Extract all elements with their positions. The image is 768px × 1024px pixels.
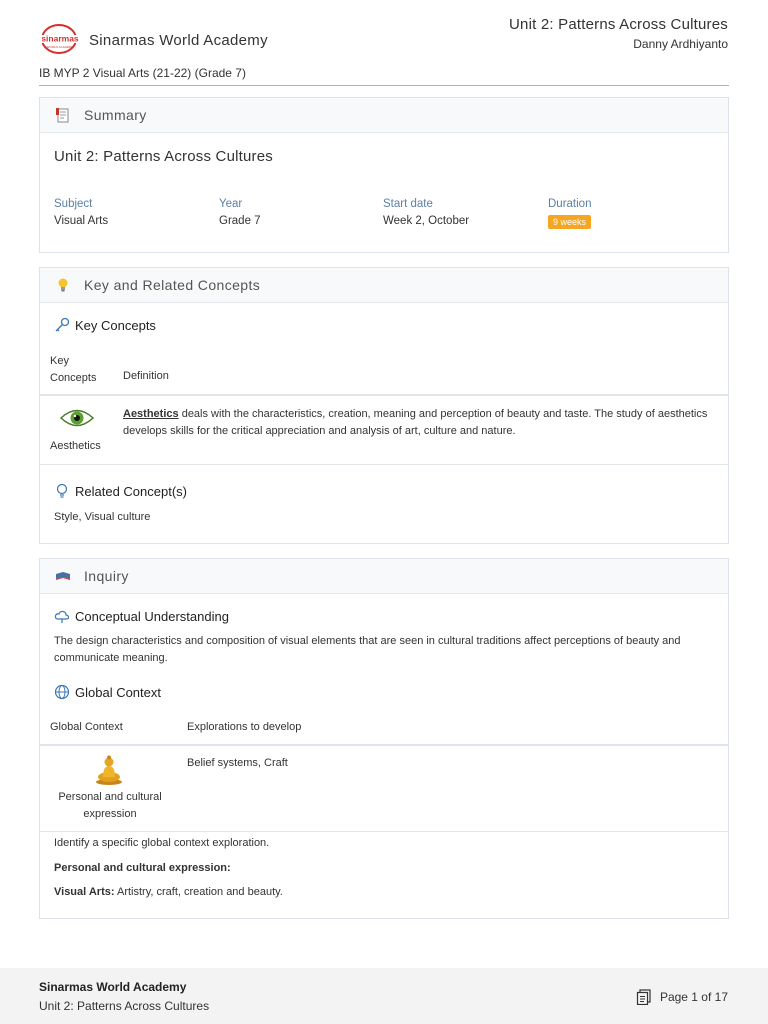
start-date-label: Start date — [383, 198, 433, 210]
table-header-divider — [40, 394, 728, 396]
book-icon — [54, 567, 72, 585]
gc-table-header-divider — [40, 744, 728, 746]
gc-row-divider — [40, 831, 728, 832]
summary-card — [39, 97, 729, 253]
header-divider — [39, 85, 729, 86]
definition-text: deals with the characteristics, creation, meaning and perception of beauty and taste. The study of aesthetics develops skills for the critical appreciation and analysis of art, culture and nature. — [123, 408, 708, 437]
key-concept-name: Aesthetics — [50, 440, 101, 452]
summary-card-header — [40, 98, 728, 133]
globe-icon — [54, 684, 70, 700]
subject-value: Visual Arts — [54, 215, 109, 227]
row-divider — [40, 464, 728, 465]
global-context-label: Global Context — [75, 684, 161, 700]
summary-heading: Summary — [84, 107, 147, 123]
summary-unit-title: Unit 2: Patterns Across Cultures — [54, 148, 273, 165]
document-icon — [54, 106, 72, 124]
related-concepts-value: Style, Visual culture — [54, 511, 151, 523]
conceptual-understanding-label: Conceptual Understanding — [75, 608, 229, 624]
page-footer — [0, 968, 768, 1024]
global-context-column-header: Global Context — [50, 721, 123, 733]
page-number: Page 1 of 17 — [659, 990, 728, 1004]
concepts-card — [39, 267, 729, 544]
meditating-figure-icon — [95, 755, 123, 790]
key-concept-definition — [123, 406, 713, 440]
duration-badge: 9 weeks — [548, 215, 591, 229]
year-label: Year — [219, 198, 243, 210]
definition-term: Aesthetics — [123, 408, 179, 420]
start-date-value: Week 2, October — [383, 215, 470, 227]
page-header — [0, 0, 768, 90]
course-name: IB MYP 2 Visual Arts (21-22) (Grade 7) — [39, 66, 246, 80]
pages-icon — [636, 989, 652, 1005]
pce-label: Personal and cultural expression: — [54, 862, 231, 874]
inquiry-card — [39, 558, 729, 919]
inquiry-card-header — [40, 559, 728, 594]
related-concepts-subheading — [54, 483, 187, 499]
duration-field — [548, 198, 591, 229]
lightbulb-outline-icon — [54, 483, 70, 499]
concepts-heading: Key and Related Concepts — [84, 277, 261, 293]
lightbulb-icon — [54, 276, 72, 294]
explorations-value: Belief systems, Craft — [187, 757, 288, 769]
definition-column-header: Definition — [123, 370, 169, 382]
page-indicator — [636, 989, 728, 1005]
year-field — [219, 198, 261, 227]
author-name: Danny Ardhiyanto — [633, 37, 728, 51]
key-concepts-subheading — [54, 317, 156, 333]
start-date-field — [383, 198, 469, 227]
cloud-idea-icon — [54, 608, 70, 624]
footer-school-name: Sinarmas World Academy — [39, 980, 187, 994]
key-concepts-column-header: Key Concepts — [50, 355, 97, 384]
duration-label: Duration — [548, 198, 592, 210]
conceptual-understanding-subheading — [54, 608, 229, 624]
identify-instruction: Identify a specific global context exploration. — [54, 837, 270, 849]
visual-arts-line — [54, 886, 283, 898]
year-value: Grade 7 — [219, 215, 261, 227]
unit-title: Unit 2: Patterns Across Cultures — [509, 16, 728, 33]
subject-label: Subject — [54, 198, 93, 210]
svg-text:sinarmas: sinarmas — [41, 33, 79, 44]
explorations-column-header: Explorations to develop — [187, 721, 302, 733]
subject-field — [54, 198, 108, 227]
key-icon — [54, 317, 70, 333]
footer-unit-title: Unit 2: Patterns Across Cultures — [39, 999, 210, 1013]
key-concepts-label: Key Concepts — [75, 317, 156, 333]
global-context-name: Personal and cultural expression — [58, 791, 162, 820]
inquiry-heading: Inquiry — [84, 568, 129, 584]
conceptual-understanding-text: The design characteristics and composition of visual elements that are seen in cultural traditions affect perceptions of beauty and communicate meaning. — [54, 635, 681, 664]
visual-arts-text: Artistry, craft, creation and beauty. — [114, 886, 283, 898]
concepts-card-header — [40, 268, 728, 303]
global-context-subheading — [54, 684, 161, 700]
svg-text:WORLD ACADEMY: WORLD ACADEMY — [46, 45, 74, 49]
eye-icon — [60, 407, 94, 434]
school-logo — [40, 22, 80, 56]
visual-arts-label: Visual Arts: — [54, 886, 115, 898]
related-concepts-label: Related Concept(s) — [75, 483, 187, 499]
school-name: Sinarmas World Academy — [89, 32, 268, 49]
